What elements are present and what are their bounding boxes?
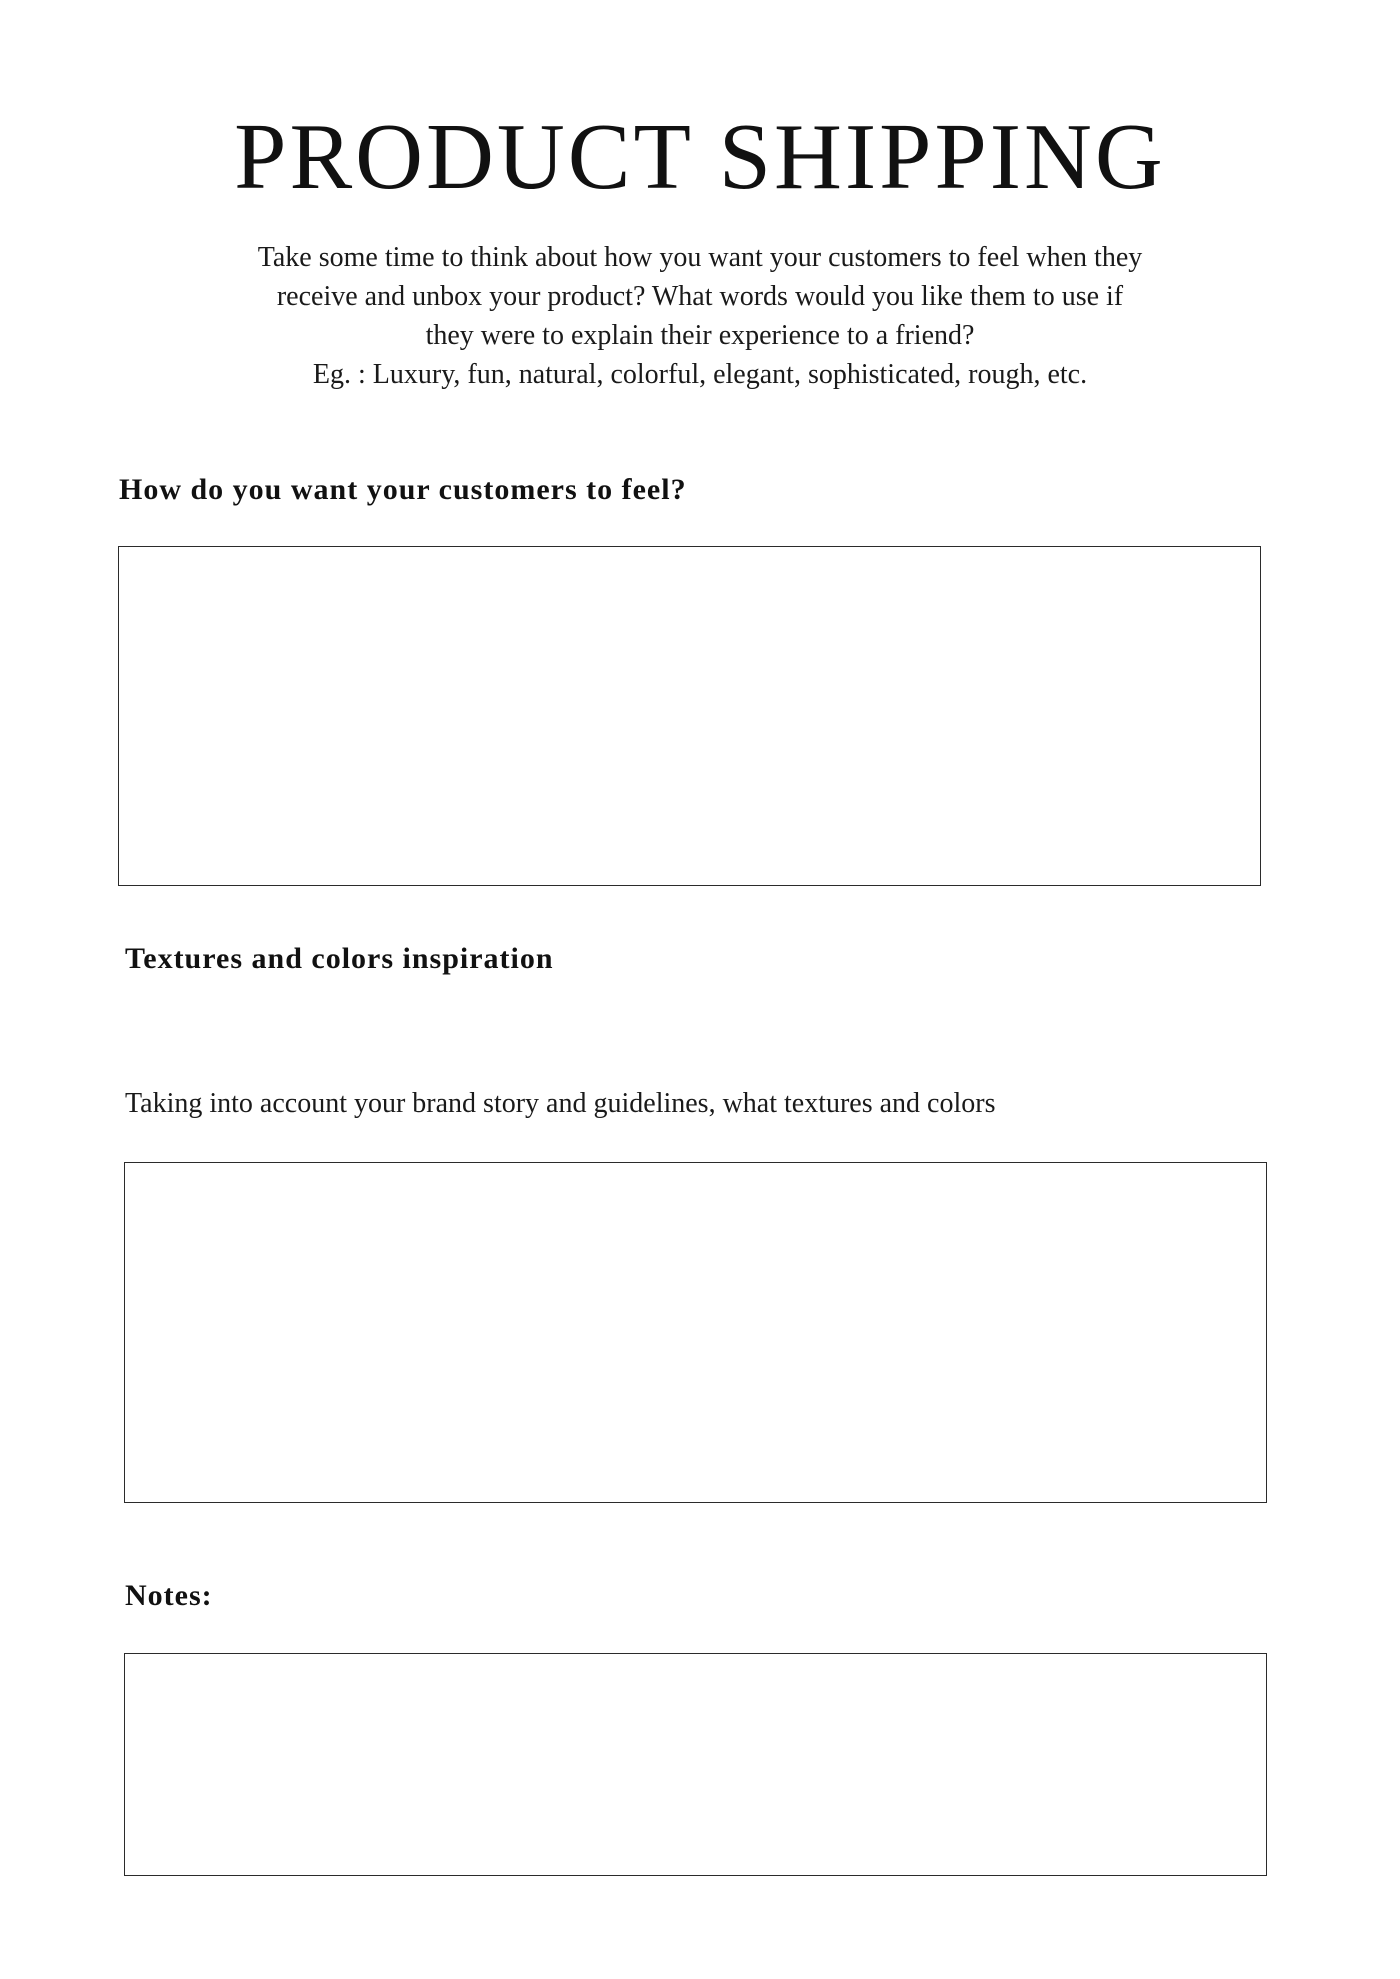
textures-answer-box[interactable] [124,1162,1267,1503]
textures-description-line: Taking into account your brand story and guidelines, what textures and colors [125,1088,996,1119]
feel-answer-box[interactable] [118,546,1261,886]
feel-heading: How do you want your customers to feel? [119,473,687,506]
notes-answer-box[interactable] [124,1653,1267,1876]
intro-line: they were to explain their experience to a friend? [425,320,975,351]
intro-paragraph [120,238,1280,394]
textures-heading: Textures and colors inspiration [125,942,554,975]
intro-line: receive and unbox your product? What words would you like them to use if [276,281,1124,312]
intro-example-line: Eg. : Luxury, fun, natural, colorful, elegant, sophisticated, rough, etc. [312,359,1088,390]
intro-line: Take some time to think about how you want your customers to feel when they [257,242,1143,273]
notes-heading: Notes: [125,1579,213,1612]
page-title: PRODUCT SHIPPING [234,105,1166,209]
